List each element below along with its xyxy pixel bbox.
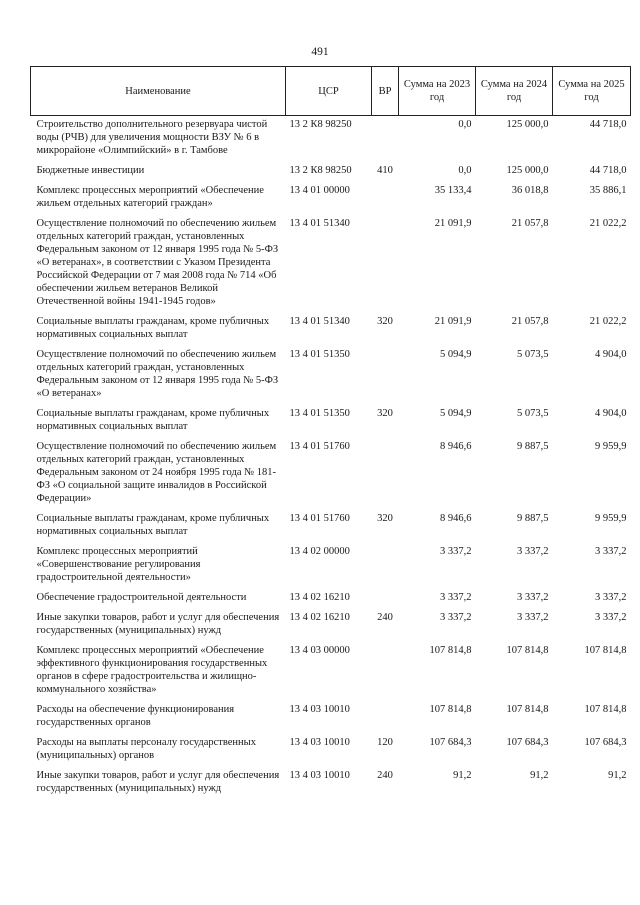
row-sum-2025: 3 337,2 xyxy=(595,592,627,603)
row-csr: 13 4 01 51340 xyxy=(289,218,350,229)
row-sum-2024: 107 814,8 xyxy=(506,704,549,715)
row-csr: 13 4 03 00000 xyxy=(289,645,350,656)
row-csr: 13 4 03 10010 xyxy=(289,704,350,715)
row-sum-2024: 5 073,5 xyxy=(517,349,549,360)
row-csr: 13 4 01 51760 xyxy=(289,441,350,452)
row-sum-2023: 3 337,2 xyxy=(440,592,472,603)
table-row xyxy=(31,346,631,405)
row-sum-2025: 4 904,0 xyxy=(595,349,627,360)
row-csr: 13 2 К8 98250 xyxy=(289,119,352,130)
row-sum-2024: 125 000,0 xyxy=(506,165,549,176)
row-sum-2024: 125 000,0 xyxy=(506,119,549,130)
header-vr: ВР xyxy=(372,67,399,116)
row-sum-2023: 3 337,2 xyxy=(440,546,472,557)
table-row xyxy=(31,313,631,346)
row-csr: 13 4 02 16210 xyxy=(289,592,350,603)
row-sum-2025: 9 959,9 xyxy=(595,513,627,524)
row-csr: 13 2 К8 98250 xyxy=(289,165,352,176)
row-sum-2023: 8 946,6 xyxy=(440,513,472,524)
row-vr xyxy=(372,642,399,701)
row-sum-2023: 0,0 xyxy=(458,165,472,176)
row-sum-2023: 0,0 xyxy=(458,119,472,130)
table-row xyxy=(31,116,631,163)
row-vr xyxy=(372,116,399,163)
table-row xyxy=(31,701,631,734)
row-name: Осуществление полномочий по обеспечению жильем отдельных категорий граждан, установленных Федеральным законом от 12 января 1995 года № 5-ФЗ «О ветеранах» xyxy=(36,349,279,399)
row-vr: 120 xyxy=(377,737,393,748)
row-csr: 13 4 01 51350 xyxy=(289,349,350,360)
row-sum-2024: 21 057,8 xyxy=(511,316,549,327)
row-sum-2023: 21 091,9 xyxy=(434,316,472,327)
row-sum-2023: 8 946,6 xyxy=(440,441,472,452)
row-name: Комплекс процессных мероприятий «Обеспечение эффективного функционирования государственных органов в сфере градостроительства и жилищно-коммунального хозяйства» xyxy=(36,645,268,695)
row-name: Социальные выплаты гражданам, кроме публичных нормативных социальных выплат xyxy=(36,316,270,340)
row-sum-2024: 107 814,8 xyxy=(506,645,549,656)
row-sum-2024: 107 684,3 xyxy=(506,737,549,748)
row-name: Расходы на выплаты персоналу государственных (муниципальных) органов xyxy=(36,737,256,761)
row-vr xyxy=(372,215,399,313)
row-sum-2024: 3 337,2 xyxy=(517,546,549,557)
row-sum-2025: 44 718,0 xyxy=(589,119,627,130)
row-csr: 13 4 01 51340 xyxy=(289,316,350,327)
row-sum-2023: 21 091,9 xyxy=(434,218,472,229)
row-sum-2023: 3 337,2 xyxy=(440,612,472,623)
table-row xyxy=(31,589,631,609)
row-sum-2025: 35 886,1 xyxy=(589,185,627,196)
table-row xyxy=(31,182,631,215)
row-sum-2024: 91,2 xyxy=(530,770,549,781)
row-sum-2025: 21 022,2 xyxy=(589,218,627,229)
row-name: Социальные выплаты гражданам, кроме публичных нормативных социальных выплат xyxy=(36,408,270,432)
row-sum-2025: 91,2 xyxy=(608,770,627,781)
row-name: Социальные выплаты гражданам, кроме публичных нормативных социальных выплат xyxy=(36,513,270,537)
row-name: Обеспечение градостроительной деятельности xyxy=(36,592,247,603)
row-name: Комплекс процессных мероприятий «Совершенствование регулирования градостроительной деятельности» xyxy=(36,546,201,583)
header-name: Наименование xyxy=(31,67,286,116)
table-row xyxy=(31,543,631,589)
header-csr: ЦСР xyxy=(286,67,372,116)
table-body xyxy=(31,116,631,801)
row-sum-2023: 107 814,8 xyxy=(429,645,472,656)
row-csr: 13 4 01 00000 xyxy=(289,185,350,196)
row-csr: 13 4 02 16210 xyxy=(289,612,350,623)
row-sum-2024: 36 018,8 xyxy=(511,185,549,196)
table-row xyxy=(31,734,631,767)
row-name: Иные закупки товаров, работ и услуг для обеспечения государственных (муниципальных) нужд xyxy=(36,612,280,636)
header-sum-2025: Сумма на 2025 год xyxy=(553,67,631,116)
row-sum-2023: 35 133,4 xyxy=(434,185,472,196)
row-sum-2025: 44 718,0 xyxy=(589,165,627,176)
row-csr: 13 4 01 51350 xyxy=(289,408,350,419)
row-vr xyxy=(372,701,399,734)
row-csr: 13 4 02 00000 xyxy=(289,546,350,557)
header-sum-2023: Сумма на 2023 год xyxy=(399,67,476,116)
row-vr xyxy=(372,182,399,215)
row-sum-2024: 9 887,5 xyxy=(517,513,549,524)
row-sum-2024: 21 057,8 xyxy=(511,218,549,229)
page-number: 491 xyxy=(311,46,329,58)
row-vr: 320 xyxy=(377,408,393,419)
row-sum-2023: 107 814,8 xyxy=(429,704,472,715)
row-sum-2025: 107 814,8 xyxy=(584,645,627,656)
row-sum-2024: 3 337,2 xyxy=(517,612,549,623)
table-row xyxy=(31,642,631,701)
table-header xyxy=(31,67,631,116)
row-vr: 240 xyxy=(377,612,393,623)
row-sum-2025: 107 684,3 xyxy=(584,737,627,748)
row-vr: 320 xyxy=(377,316,393,327)
row-name: Иные закупки товаров, работ и услуг для обеспечения государственных (муниципальных) нужд xyxy=(36,770,280,794)
row-csr: 13 4 03 10010 xyxy=(289,770,350,781)
row-sum-2025: 3 337,2 xyxy=(595,612,627,623)
row-sum-2025: 3 337,2 xyxy=(595,546,627,557)
row-name: Строительство дополнительного резервуара чистой воды (РЧВ) для увеличения мощности ВЗУ № 6 в микрорайоне «Олимпийский» в г. Тамбове xyxy=(36,119,268,156)
table-row xyxy=(31,215,631,313)
table-row xyxy=(31,405,631,438)
row-sum-2024: 3 337,2 xyxy=(517,592,549,603)
table-row xyxy=(31,162,631,182)
row-name: Осуществление полномочий по обеспечению жильем отдельных категорий граждан, установленных Федеральным законом от 24 ноября 1995 года № 181-ФЗ «О социальной защите инвалидов в Российской Федерации» xyxy=(36,441,277,504)
row-sum-2025: 9 959,9 xyxy=(595,441,627,452)
row-sum-2025: 4 904,0 xyxy=(595,408,627,419)
row-sum-2025: 107 814,8 xyxy=(584,704,627,715)
row-sum-2023: 5 094,9 xyxy=(440,349,472,360)
row-csr: 13 4 03 10010 xyxy=(289,737,350,748)
row-vr: 240 xyxy=(377,770,393,781)
row-csr: 13 4 01 51760 xyxy=(289,513,350,524)
row-vr xyxy=(372,438,399,510)
row-name: Комплекс процессных мероприятий «Обеспечение жильем отдельных категорий граждан» xyxy=(36,185,264,209)
table-row xyxy=(31,438,631,510)
row-sum-2023: 5 094,9 xyxy=(440,408,472,419)
row-vr xyxy=(372,589,399,609)
row-vr: 320 xyxy=(377,513,393,524)
row-vr xyxy=(372,346,399,405)
row-name: Осуществление полномочий по обеспечению жильем отдельных категорий граждан, установленных Федеральным законом от 12 января 1995 года № 5-ФЗ «О ветеранах», в соответствии с Указом Президента Российской Федерации от 7 мая 2008 года № 714 «Об обеспечении жильем ветеранов Великой Отечественной войны 1941-1945 годов» xyxy=(36,218,279,307)
row-sum-2025: 21 022,2 xyxy=(589,316,627,327)
table-row xyxy=(31,767,631,800)
row-sum-2024: 9 887,5 xyxy=(517,441,549,452)
budget-table xyxy=(30,66,631,800)
row-name: Бюджетные инвестиции xyxy=(36,165,145,176)
row-sum-2023: 91,2 xyxy=(453,770,472,781)
row-vr xyxy=(372,543,399,589)
row-sum-2024: 5 073,5 xyxy=(517,408,549,419)
row-sum-2023: 107 684,3 xyxy=(429,737,472,748)
table-row xyxy=(31,609,631,642)
header-sum-2024: Сумма на 2024 год xyxy=(476,67,553,116)
row-name: Расходы на обеспечение функционирования государственных органов xyxy=(36,704,235,728)
row-vr: 410 xyxy=(377,165,393,176)
table-row xyxy=(31,510,631,543)
